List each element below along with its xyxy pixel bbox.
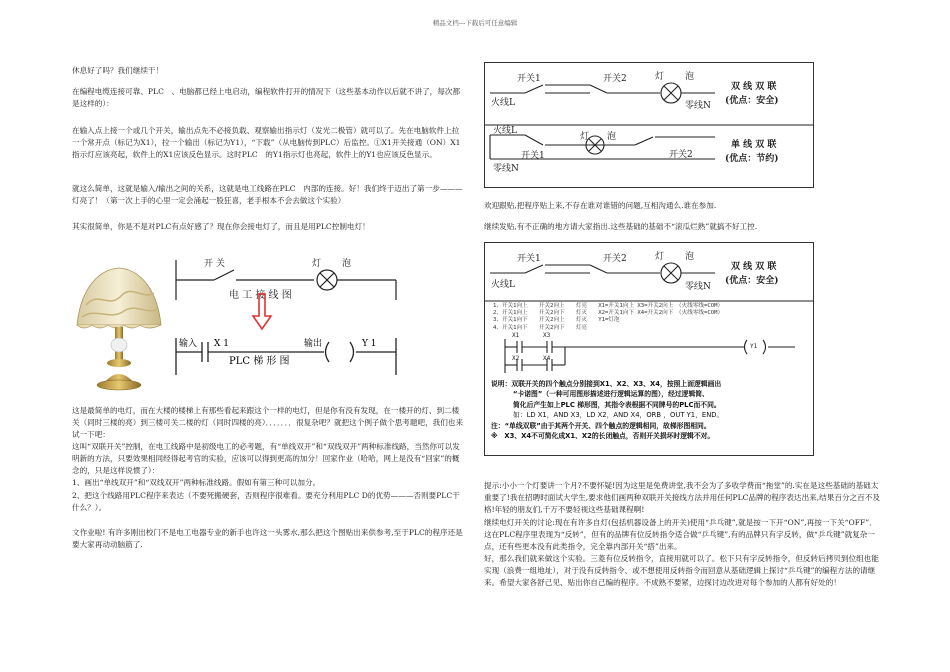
paragraph: 在输入点上接一个或几个开关，输出点先不必接负载、观察输出指示灯（发光二极管）就可以了。先在电脑软件上拉一个常开点（标记为X1），拉一个输出（标记为Y1），“下载”（从电脑传到PLC）后监控。①X1开关接通（ON）X1指示灯应该亮起，软件上的X1应该反色显示。这时PLC 的Y1指示灯也亮起，软件上的Y1也应该反色显示。 [72, 126, 461, 160]
single-wire-sub: (优点：节约) [725, 154, 779, 164]
diagram-title: 电 工 接 线 图 [229, 290, 292, 301]
neutral-label: 零线N [685, 282, 711, 292]
input-label: 输入 [179, 339, 198, 349]
paragraph: 继续发贴,有不正确的地方请大家指出.这些基础的基础不“滚瓜烂熟”就搞不好工控. [484, 222, 758, 231]
live-label: 火线L [493, 126, 517, 136]
paragraph: 1、画出“单线双开”和“双线双开”两种标准线路。假如有第三种可以加分。 [72, 478, 321, 487]
neutral-label: 零线N [685, 101, 711, 111]
paragraph: 好，那么我们就来做这个实验。三菱有位反转指令，直接用就可以了。松下只有字反转指令，但反转后拷贝到位组也能实现（浪费一组地址），对于没有反转指令、或不想使用反转指令而回意从基础逻辑上探讨“乒乓键”的编程方法的请继来。希望大家各舒己见、贴出你自己编的程序。不成熟不要紧，边探讨边改进对每个参加的人都有好处的！ [484, 554, 879, 588]
switch1-label: 开关1 [517, 74, 541, 84]
switch2-label: 开关2 [603, 74, 627, 84]
paragraph: 继续电灯开关的讨论:现在有许多自灯(包括机器设备上的开关)使用“乒乓键”,就是按一下开“ON”,再按一下关“OFF”．这在PLC程序里表现为“反转”，但有的品牌有位反转指令适合做“乒乓键”,有的品牌只有字反转，做“乒乓键”就复杂一点，还有些更本没有此类指令，完全靠内部开关“搭”出来。 [484, 518, 877, 552]
paragraph: 文作业啦! 有许多刚出校门不是电工电器专业的新手也许这一头雾水,那么把这个图贴出来供参考,至于PLC的程序还是要大家再动动脑筋了. [72, 528, 463, 550]
paragraph: 在编程电缆连接可靠、PLC 、电脑都已经上电启动，编程软件打开的情况下（这些基本动作以后就不讲了，每次都是这样的）： [72, 87, 461, 109]
bulb-label: 泡 [342, 259, 352, 269]
dual-wire-sub: (优点：安全) [725, 276, 779, 286]
switch-circuits-figure [484, 62, 814, 188]
ladder-title: PLC 梯 形 图 [229, 356, 290, 367]
output-label: 输出 [304, 339, 323, 349]
contact-x4: X4 [543, 355, 551, 362]
switch2-label: 开关2 [603, 254, 627, 264]
x1-label: X 1 [214, 339, 229, 349]
ladder-diagram [174, 330, 399, 390]
dual-wire-label: 双 线 双 联 [731, 82, 777, 92]
bulb-label: 泡 [685, 252, 695, 262]
lamp-label: 灯 [655, 252, 665, 262]
note-line: “卡诺图”（一种可用图形描述进行逻辑运算的图），经过逻辑简、 [513, 390, 709, 399]
switch1-label: 开关1 [517, 254, 541, 264]
down-arrow-icon [250, 292, 274, 332]
single-wire-label: 单 线 双 联 [731, 140, 777, 150]
coil-y1: Y1 [750, 343, 758, 350]
live-label: 火线L [491, 98, 515, 108]
live-label: 火线L [491, 280, 515, 290]
switch-label: 开 关 [204, 259, 225, 269]
note-line: 简化后产生如上PLC 梯形图，其指令表根据不同牌号的PLC而不同。 [513, 400, 721, 409]
paragraph: 2、把这个线路用PLC程序来表达（不要死搬硬套，否则程序很难看。要充分利用PLC D的优势———否则要PLC干什么？）。 [72, 491, 460, 513]
switch2-label: 开关2 [669, 150, 693, 160]
note-line: ※ X3、X4不可简化成X1、X2的长闭触点，否则开关损坏时逻辑不对。 [491, 432, 715, 441]
paragraph: 这叫“双联开关”控制，在电工线路中是初级电工的必考题，有“单线双开”和“双线双开”两种标准线路，当然你可以发明新的方法，只要效果相同经得起考官的实验，应该可以得到更高的加分！回家作业（哈哈，网上是没有“回家”的概念的，只是这样说惯了）： [72, 442, 460, 476]
truth-row: 2、开关1向上 开关2向下 灯灭 X2=开关1向下 X4=开关2向下 （火线零线=COM） [493, 310, 724, 317]
lamp-label: 灯 [655, 72, 665, 82]
contact-x2: X2 [512, 355, 520, 362]
paragraph: 欢迎跟贴,把程序贴上来,不存在谁对谁错的问题,互相沟通么.谁在参加. [484, 201, 717, 210]
paragraph: 其实很简单，你是不是对PLC有点好感了？现在你会接电灯了，而且是用PLC控制电灯！ [72, 222, 370, 231]
truth-row: 3、开关1向下 开关2向上 灯灭 Y1=灯泡 [493, 317, 620, 324]
plc-program-figure [484, 242, 814, 456]
bulb-label: 泡 [607, 132, 617, 142]
contact-x3: X3 [543, 332, 551, 339]
note-line: 注：“单线双联”由于其两个开关、四个触点的逻辑相同，故梯形图相同。 [491, 421, 711, 430]
paragraph: 休息好了吗？我们继续干！ [72, 66, 164, 75]
wiring-diagram [174, 250, 399, 318]
lamp-label: 灯 [580, 132, 590, 142]
table-lamp-image [74, 265, 164, 395]
dual-wire-sub: (优点：安全) [725, 96, 779, 106]
contact-x1: X1 [512, 332, 520, 339]
note-line: 如：LD X1，AND X3，LD X2，AND X4，ORB ，OUT Y1，END。 [513, 411, 724, 420]
note-line: 说明：双联开关的四个触点分别接到X1、X2、X3、X4，按照上面逻辑画出 [491, 380, 722, 388]
switch1-label: 开关1 [521, 151, 545, 161]
paragraph: 这是最简单的电灯，而在大楼的楼梯上有那些看起来跟这个一样的电灯，但是你有没有发现，在一楼开的灯、到二楼关（同时三楼的亮）到三楼可关二楼的灯（同时四楼的亮）．．．．．．．很复杂吧？就把这个例子做个思考题吧，我们也来试一下吧： [72, 406, 464, 440]
page-header: 精品文档---下载后可任意编辑 [432, 19, 518, 27]
truth-row: 1、开关1向上 开关2向上 灯亮 X1=开关1向上 X3=开关2向上 （火线零线=COM） [493, 303, 724, 309]
bulb-label: 泡 [685, 72, 695, 82]
truth-row: 4、开关1向下 开关2向下 灯亮 [493, 324, 588, 331]
y1-label: Y 1 [362, 339, 377, 349]
paragraph: 就这么简单，这就是输入/输出之间的关系，这就是电工线路在PLC 内部的连接。好！我们终于迈出了第一步———灯亮了！（第一次上手的心里一定会涌起一股狂喜，老手根本不会去做这个实验） [72, 184, 463, 206]
lamp-label: 灯 [312, 259, 322, 269]
paragraph: 提示:小小一个灯要讲一个月?不要怀疑!因为这里是免费讲堂,我不会为了多收学费而“拖堂”的.实在是这些基础的基础太重要了!我在招聘时面试大学生,要求他们画两种双联开关接线方法并用任何PLC品牌的程序表达出来,结果百分之百不及格!年轻的朋友们,千万不要轻视这些基础课程啊! [484, 481, 880, 515]
neutral-label: 零线N [493, 164, 519, 174]
dual-wire-label: 双 线 双 联 [731, 262, 777, 272]
